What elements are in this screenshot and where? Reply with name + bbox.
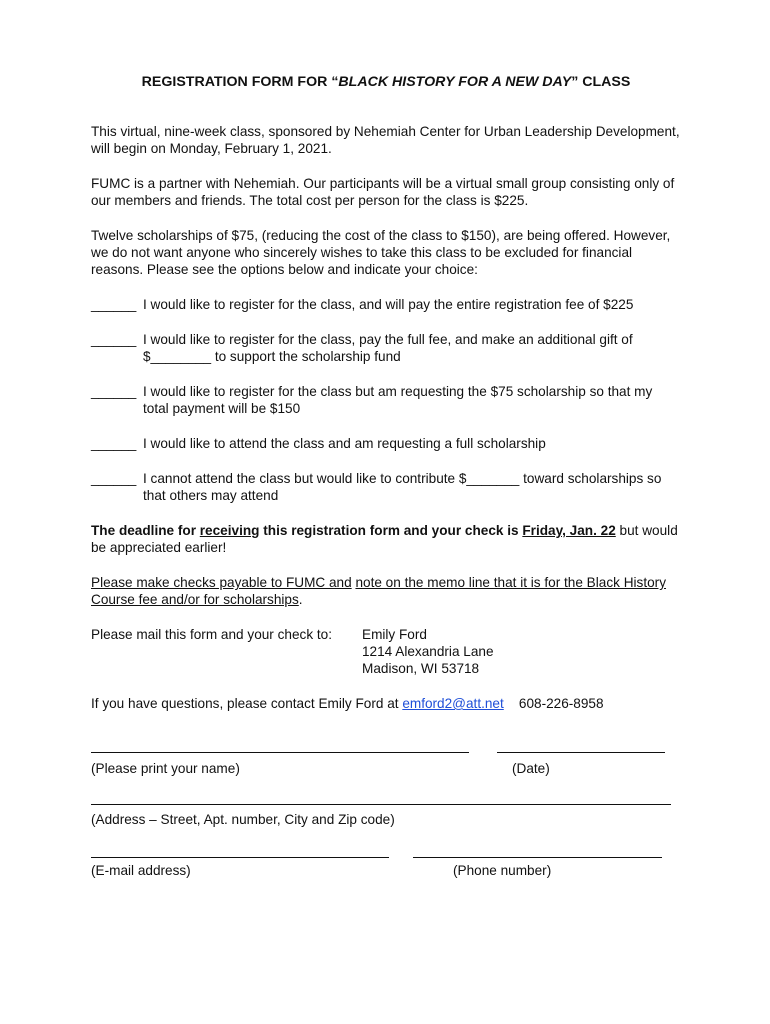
option-contribute-only[interactable] bbox=[91, 470, 681, 504]
option-full-scholarship[interactable] bbox=[91, 435, 681, 452]
option-blank[interactable]: ______ bbox=[91, 436, 137, 451]
option-blank[interactable]: ______ bbox=[91, 297, 137, 312]
option-blank[interactable]: ______ bbox=[91, 384, 137, 399]
option-text: I would like to register for the class but am requesting the $75 scholarship so that my total payment will be $150 bbox=[143, 384, 653, 416]
option-text: I would like to register for the class, and will pay the entire registration fee of $225 bbox=[143, 297, 634, 312]
scholarship-paragraph: Twelve scholarships of $75, (reducing the cost of the class to $150), are being offered. However, we do not want anyone who sincerely wishes to take this class to be excluded for financial reasons. Please see the options below and indicate your choice: bbox=[91, 228, 671, 277]
name-field-line[interactable] bbox=[91, 752, 469, 753]
form-title bbox=[91, 74, 681, 91]
option-blank[interactable]: ______ bbox=[91, 332, 137, 347]
option-full-fee[interactable] bbox=[91, 296, 681, 313]
option-partial-scholarship[interactable] bbox=[91, 383, 681, 417]
mail-street: 1214 Alexandria Lane bbox=[362, 644, 494, 659]
email-field-line[interactable] bbox=[91, 857, 389, 858]
title-suffix: ” CLASS bbox=[571, 74, 631, 90]
option-text: I would like to register for the class, pay the full fee, and make an additional gift of $________ to support the scholarship fund bbox=[143, 332, 633, 364]
registration-form bbox=[91, 74, 681, 730]
deadline-date: Friday, Jan. 22 bbox=[522, 523, 616, 538]
phone-field-caption: (Phone number) bbox=[453, 863, 552, 878]
option-full-fee-plus-gift[interactable] bbox=[91, 331, 681, 365]
mailing-address-block bbox=[91, 626, 681, 677]
mail-address bbox=[362, 626, 494, 677]
deadline-paragraph: The deadline for receiving this registration form and your check is Friday, Jan. 22 but would be appreciated earlier! bbox=[91, 523, 678, 555]
title-prefix: REGISTRATION FORM FOR “ bbox=[141, 74, 339, 90]
contact-phone: 608-226-8958 bbox=[518, 696, 604, 711]
option-text: I cannot attend the class but would like to contribute $_______ toward scholarships so that others may attend bbox=[143, 471, 662, 503]
contact-paragraph: If you have questions, please contact Emily Ford at emford2@att.net 608-226-8958 bbox=[91, 696, 604, 711]
address-field-caption: (Address – Street, Apt. number, City and Zip code) bbox=[91, 812, 395, 827]
option-blank[interactable]: ______ bbox=[91, 471, 137, 486]
date-field-caption: (Date) bbox=[512, 761, 550, 776]
date-field-line[interactable] bbox=[497, 752, 665, 753]
name-field-caption: (Please print your name) bbox=[91, 761, 240, 776]
option-text: I would like to attend the class and am requesting a full scholarship bbox=[143, 436, 546, 451]
mail-recipient: Emily Ford bbox=[362, 627, 427, 642]
checks-paragraph: Please make checks payable to FUMC and note on the memo line that it is for the Black History Course fee and/or for scholarships. bbox=[91, 575, 666, 607]
phone-field-line[interactable] bbox=[413, 857, 662, 858]
mail-label: Please mail this form and your check to: bbox=[91, 627, 333, 642]
title-class-name: BLACK HISTORY FOR A NEW DAY bbox=[338, 74, 572, 90]
intro-paragraph: This virtual, nine-week class, sponsored by Nehemiah Center for Urban Leadership Development, will begin on Monday, February 1, 2021. bbox=[91, 124, 680, 156]
mail-city: Madison, WI 53718 bbox=[362, 661, 480, 676]
partner-paragraph: FUMC is a partner with Nehemiah. Our participants will be a virtual small group consisting only of our members and friends. The total cost per person for the class is $225. bbox=[91, 176, 675, 208]
contact-email-link[interactable]: emford2@att.net bbox=[402, 696, 504, 711]
email-field-caption: (E-mail address) bbox=[91, 863, 191, 878]
address-field-line[interactable] bbox=[91, 804, 671, 805]
